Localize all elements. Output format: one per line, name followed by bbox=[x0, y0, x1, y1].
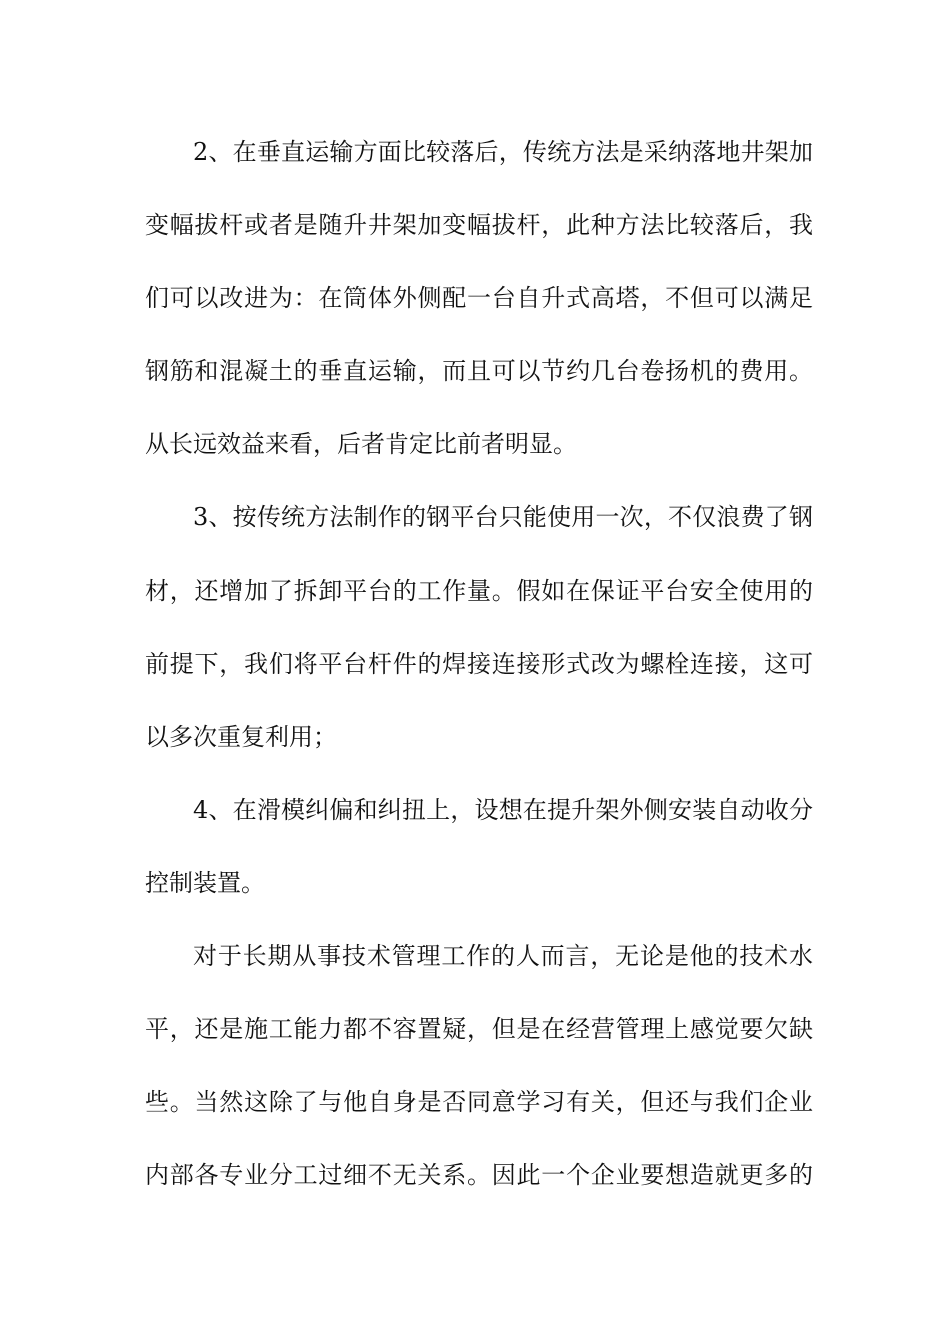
paragraph-4-line-1: 4、在滑模纠偏和纠扭上，设想在提升架外侧安装自动收分 bbox=[193, 795, 813, 824]
paragraph-2-line-1: 2、在垂直运输方面比较落后，传统方法是采纳落地井架加 bbox=[193, 138, 813, 166]
paragraph-5-line-4: 内部各专业分工过细不无关系。因此一个企业要想造就更多的 bbox=[145, 1161, 813, 1190]
paragraph-4-line-2: 控制装置。 bbox=[145, 868, 265, 897]
paragraph-5-line-3: 些。当然这除了与他自身是否同意学习有关，但还与我们企业 bbox=[145, 1088, 813, 1117]
paragraph-3-line-3: 前提下，我们将平台杆件的焊接连接形式改为螺栓连接，这可 bbox=[145, 649, 813, 678]
paragraph-3-line-2: 材，还增加了拆卸平台的工作量。假如在保证平台安全使用的 bbox=[145, 576, 813, 605]
paragraph-2-line-5: 从长远效益来看，后者肯定比前者明显。 bbox=[145, 430, 577, 459]
paragraph-2-line-2: 变幅拔杆或者是随升井架加变幅拔杆，此种方法比较落后，我 bbox=[145, 211, 813, 240]
paragraph-3-line-1: 3、按传统方法制作的钢平台只能使用一次，不仅浪费了钢 bbox=[193, 503, 813, 532]
paragraph-5-line-2: 平，还是施工能力都不容置疑，但是在经营管理上感觉要欠缺 bbox=[145, 1015, 813, 1044]
paragraph-3-line-4: 以多次重复利用； bbox=[145, 722, 337, 751]
paragraph-5-line-1: 对于长期从事技术管理工作的人而言，无论是他的技术水 bbox=[193, 942, 813, 971]
paragraph-2-line-4: 钢筋和混凝土的垂直运输，而且可以节约几台卷扬机的费用。 bbox=[145, 357, 813, 386]
paragraph-2-line-3: 们可以改进为：在筒体外侧配一台自升式高塔，不但可以满足 bbox=[145, 284, 813, 313]
document-body bbox=[145, 128, 813, 1224]
